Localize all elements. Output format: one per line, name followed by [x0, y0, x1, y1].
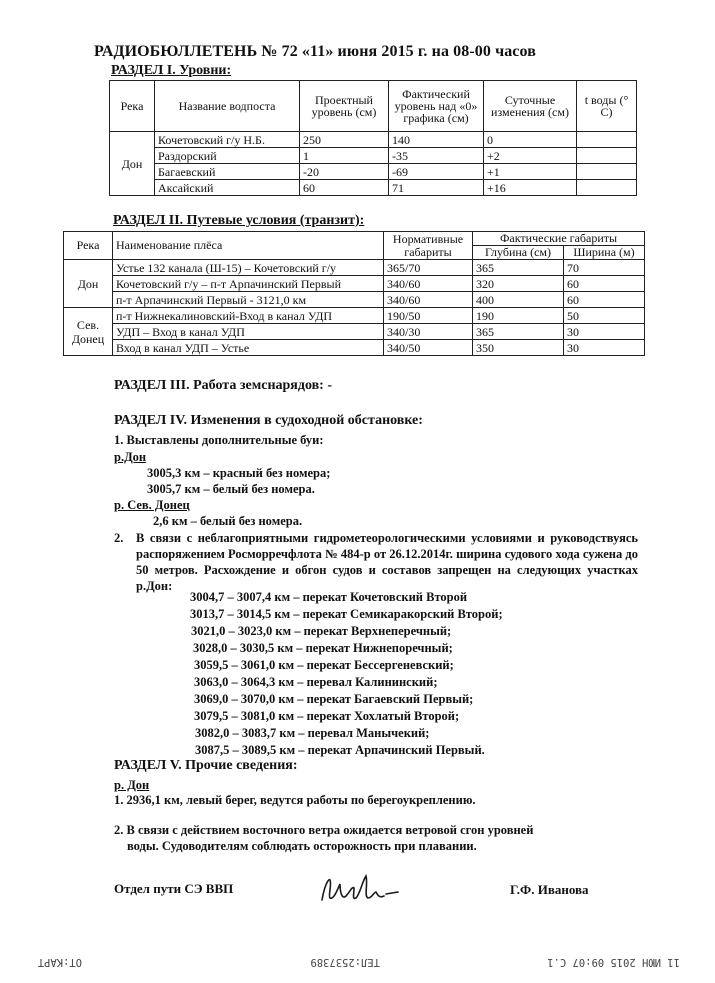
- header-cell: Нормативные габариты: [384, 232, 473, 260]
- narrowing-paragraph: В связи с неблагоприятными гидрометеорологическими условиями и руководствуясь распоряжением Росморречфлота № 484-р от 26.12.2014г. ширина судового хода сужена до 50 метров. Расхождение и обгон судов и составов запрещен на следующих участках р.Дон:: [136, 531, 638, 593]
- page-title: РАДИОБЮЛЛЕТЕНЬ № 72 «11» июня 2015 г. на 08-00 часов: [94, 43, 536, 60]
- table-cell: 50: [564, 308, 645, 324]
- header-cell: t воды (° С): [577, 81, 637, 132]
- list-item: 3004,7 – 3007,4 км – перекат Кочетовский Второй: [190, 590, 468, 604]
- header-cell: Река: [110, 81, 155, 132]
- list-item: 3063,0 – 3064,3 км – перевал Калининский;: [194, 675, 438, 689]
- header-cell: Название водпоста: [155, 81, 300, 132]
- section-2-heading: РАЗДЕЛ II. Путевые условия (транзит):: [113, 213, 365, 228]
- list-item: 3069,0 – 3070,0 км – перекат Багаевский Первый;: [194, 692, 474, 706]
- buoy-line: 3005,7 км – белый без номера.: [147, 482, 315, 496]
- header-cell: Фактический уровень над «0» графика (см): [389, 81, 484, 132]
- table-cell: +1: [484, 164, 577, 180]
- river-label-donets: р. Сев. Донец: [114, 498, 190, 512]
- table-cell: -35: [389, 148, 484, 164]
- table-row: [110, 132, 637, 148]
- table-cell: Кочетовский г/у Н.Б.: [155, 132, 300, 148]
- list-item: 3079,5 – 3081,0 км – перекат Хохлатый Второй;: [194, 709, 460, 723]
- table-row: [110, 180, 637, 196]
- table-cell: 140: [389, 132, 484, 148]
- table-cell: 30: [564, 340, 645, 356]
- list-item: 3059,5 – 3061,0 км – перекат Бессергеневский;: [194, 658, 454, 672]
- table-row: [64, 324, 645, 340]
- route-conditions-table: [63, 231, 645, 356]
- header-cell: Суточные изменения (см): [484, 81, 577, 132]
- list-item: 3087,5 – 3089,5 км – перекат Арпачинский Первый.: [195, 743, 485, 757]
- table-cell: [577, 164, 637, 180]
- table-cell: 340/30: [384, 324, 473, 340]
- table-cell: 60: [564, 292, 645, 308]
- table-cell: 190/50: [384, 308, 473, 324]
- buoy-line: 2,6 км – белый без номера.: [153, 514, 303, 528]
- other-item: 1. 2936,1 км, левый берег, ведутся работы по берегоукреплению.: [114, 793, 476, 807]
- table-cell: 250: [300, 132, 389, 148]
- fax-phone: ТЕЛ:2537389: [310, 956, 380, 968]
- table-cell: Вход в канал УДП – Устье: [113, 340, 384, 356]
- header-cell: Проектный уровень (см): [300, 81, 389, 132]
- table-cell: Кочетовский г/у – п-т Арпачинский Первый: [113, 276, 384, 292]
- table-row: [110, 164, 637, 180]
- table-cell: [577, 180, 637, 196]
- header-cell: Глубина (см): [473, 246, 564, 260]
- table-cell: 340/60: [384, 276, 473, 292]
- list-item: 3021,0 – 3023,0 км – перекат Верхнеперечный;: [191, 624, 452, 638]
- table-cell: УДП – Вход в канал УДП: [113, 324, 384, 340]
- table-cell: Раздорский: [155, 148, 300, 164]
- fax-header: [37, 952, 680, 968]
- table-header-row: [110, 81, 637, 132]
- table-cell: 400: [473, 292, 564, 308]
- header-cell: Наименование плёса: [113, 232, 384, 260]
- river-label-don: р. Дон: [114, 778, 150, 792]
- table-row: [64, 260, 645, 276]
- section-1-heading: РАЗДЕЛ I. Уровни:: [111, 63, 232, 78]
- fax-sender: OT:КАРТ: [37, 956, 82, 968]
- table-cell: 70: [564, 260, 645, 276]
- table-cell: -20: [300, 164, 389, 180]
- department-label: Отдел пути СЭ ВВП: [114, 881, 234, 896]
- table-cell: Аксайский: [155, 180, 300, 196]
- table-row: [64, 340, 645, 356]
- list-item: 3013,7 – 3014,5 км – перекат Семикаракорский Второй;: [190, 607, 503, 621]
- section-3-heading: РАЗДЕЛ III. Работа земснарядов: -: [114, 378, 332, 393]
- table-cell: +16: [484, 180, 577, 196]
- table-cell: п-т Арпачинский Первый - 3121,0 км: [113, 292, 384, 308]
- list-item: 3028,0 – 3030,5 км – перекат Нижнепоречный;: [193, 641, 453, 655]
- table-cell: 190: [473, 308, 564, 324]
- levels-table: [109, 80, 637, 196]
- table-cell: 365/70: [384, 260, 473, 276]
- table-cell: Багаевский: [155, 164, 300, 180]
- table-cell: 71: [389, 180, 484, 196]
- table-cell: +2: [484, 148, 577, 164]
- table-cell: -69: [389, 164, 484, 180]
- table-header-row: [64, 232, 645, 246]
- table-cell: [577, 132, 637, 148]
- table-cell: [577, 148, 637, 164]
- header-cell: Река: [64, 232, 113, 260]
- section-4-heading: РАЗДЕЛ IV. Изменения в судоходной обстановке:: [114, 413, 423, 428]
- header-cell: Фактические габариты: [473, 232, 645, 246]
- handwritten-signature: [316, 870, 406, 910]
- table-cell: 350: [473, 340, 564, 356]
- table-cell: 365: [473, 260, 564, 276]
- table-row: [64, 276, 645, 292]
- list-item: 3082,0 – 3083,7 км – перевал Манычекий;: [195, 726, 430, 740]
- table-row: [110, 148, 637, 164]
- other-item: воды. Судоводителям соблюдать осторожность при плавании.: [127, 839, 477, 853]
- table-cell: 60: [564, 276, 645, 292]
- restricted-sections-list: [190, 589, 503, 758]
- header-cell: Ширина (м): [564, 246, 645, 260]
- section-5-heading: РАЗДЕЛ V. Прочие сведения:: [114, 758, 298, 773]
- signatory-name: Г.Ф. Иванова: [510, 882, 589, 897]
- buoys-item: 1. Выставлены дополнительные буи:: [114, 433, 324, 447]
- table-cell: 1: [300, 148, 389, 164]
- river-cell: Дон: [110, 132, 155, 196]
- table-cell: 60: [300, 180, 389, 196]
- table-cell: 340/60: [384, 292, 473, 308]
- table-cell: 340/50: [384, 340, 473, 356]
- river-cell: Дон: [64, 260, 113, 308]
- table-cell: 30: [564, 324, 645, 340]
- table-cell: п-т Нижнекалиновский-Вход в канал УДП: [113, 308, 384, 324]
- fax-datetime: 11 ИЮН 2015 09:07 С.1: [547, 956, 680, 968]
- other-item: 2. В связи с действием восточного ветра ожидается ветровой сгон уровней: [114, 823, 534, 837]
- item-number: 2.: [114, 531, 124, 545]
- table-row: [64, 292, 645, 308]
- river-cell: Сев. Донец: [64, 308, 113, 356]
- table-cell: 320: [473, 276, 564, 292]
- table-cell: Устье 132 канала (Ш-15) – Кочетовский г/у: [113, 260, 384, 276]
- table-cell: 0: [484, 132, 577, 148]
- table-row: [64, 308, 645, 324]
- river-label-don: р.Дон: [114, 450, 147, 464]
- buoy-line: 3005,3 км – красный без номера;: [147, 466, 331, 480]
- table-cell: 365: [473, 324, 564, 340]
